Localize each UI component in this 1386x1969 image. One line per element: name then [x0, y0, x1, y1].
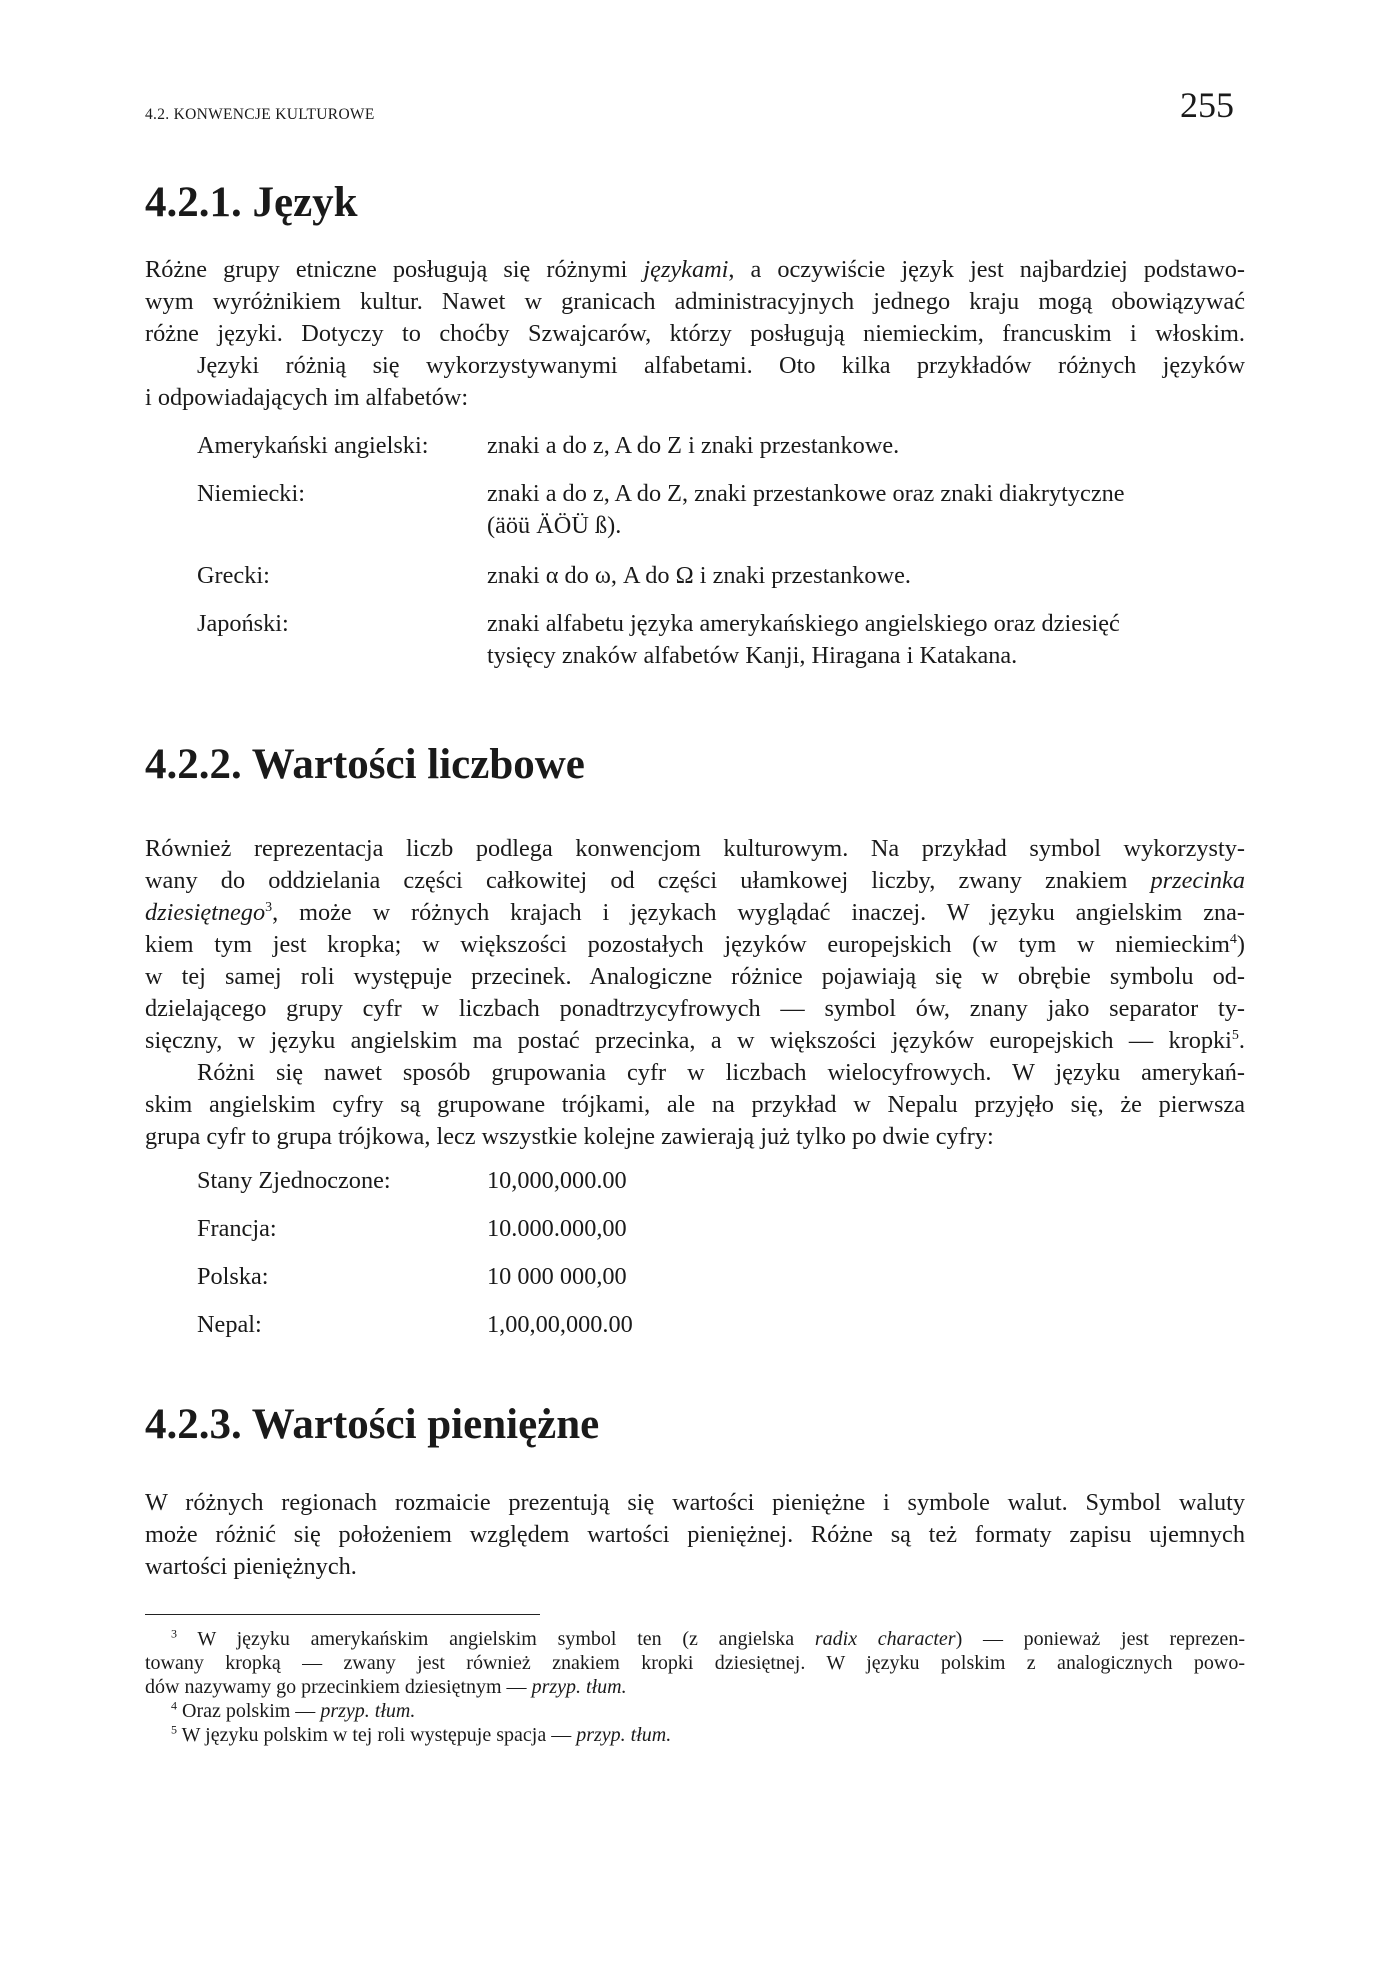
text-line: Różni się nawet sposób grupowania cyfr w liczbach wielocyfrowych. W języku amerykań- — [197, 1059, 1245, 1086]
text-line: skim angielskim cyfry są grupowane trójkami, ale na przykład w Nepalu przyjęło się, że pierwsza — [145, 1091, 1245, 1118]
emphasis: przyp. tłum. — [531, 1676, 627, 1698]
country-name: Polska: — [197, 1263, 269, 1290]
section-heading-wartosci-pieniezne: 4.2.3. Wartości pieniężne — [145, 1401, 600, 1448]
text-line: dziesiętnego$^3$, może w różnych krajach i językach wyglądać inaczej. W języku angielskim zna- — [145, 899, 1245, 926]
alphabet-description: znaki alfabetu języka amerykańskiego angielskiego oraz dziesięć tysięcy znaków alfabetów Kanji, Hiragana i Katakana. — [487, 610, 1120, 669]
footnote-4 — [145, 1699, 1245, 1723]
footnote-number: 3 — [171, 1626, 177, 1641]
text-line: wym wyróżnikiem kultur. Nawet w granicach administracyjnych jednego kraju mogą obowiązywać — [145, 288, 1245, 315]
text-line: $^5$ W języku polskim w tej roli występuje spacja — przyp. tłum. — [171, 1722, 672, 1746]
paragraph-wartosci-liczbowe — [145, 833, 1245, 1153]
alphabet-description: znaki a do z, A do Z, znaki przestankowe oraz znaki diakrytyczne (äöü ÄÖÜ ß). — [487, 480, 1125, 539]
text-line: może różnić się położeniem względem wartości pieniężnej. Różne są też formaty zapisu ujemnych — [145, 1521, 1245, 1548]
emphasis: przyp. tłum. — [576, 1724, 672, 1746]
emphasis: dziesiętnego — [145, 899, 266, 926]
page-number: 255 — [1180, 85, 1234, 125]
footnote-divider — [145, 1614, 540, 1615]
text-line: $^4$ Oraz polskim — przyp. tłum. — [171, 1698, 416, 1722]
paragraph-wartosci-pieniezne — [145, 1487, 1245, 1583]
country-name: Stany Zjednoczone: — [197, 1167, 391, 1194]
text-line: grupa cyfr to grupa trójkowa, lecz wszystkie kolejne zawierają już tylko po dwie cyfry: — [145, 1123, 994, 1150]
language-name: Japoński: — [197, 610, 289, 637]
paragraph-jezyk — [145, 254, 1245, 414]
text-line: sięczny, w języku angielskim ma postać przecinka, a w większości języków europejskich — kropki$^5$. — [145, 1027, 1245, 1054]
footnote-number: 4 — [171, 1698, 177, 1713]
footnote-5 — [145, 1723, 1245, 1747]
alphabet-description: znaki a do z, A do Z i znaki przestankowe. — [487, 432, 900, 459]
text-line: Języki różnią się wykorzystywanymi alfabetami. Oto kilka przykładów różnych języków — [197, 352, 1245, 379]
section-heading-wartosci-liczbowe: 4.2.2. Wartości liczbowe — [145, 741, 585, 788]
emphasis: radix character — [814, 1628, 956, 1650]
footnote-ref: 3 — [265, 899, 273, 915]
language-name: Grecki: — [197, 562, 270, 589]
running-head: 4.2. KONWENCJE KULTUROWE — [145, 106, 375, 123]
alphabet-description: znaki α do ω, A do Ω i znaki przestankowe. — [487, 562, 911, 589]
text-line: Również reprezentacja liczb podlega konwencjom kulturowym. Na przykład symbol wykorzysty- — [145, 835, 1245, 862]
text-line: dzielającego grupy cyfr w liczbach ponadtrzycyfrowych — symbol ów, znany jako separator ty- — [145, 995, 1245, 1022]
footnote-number: 5 — [171, 1722, 177, 1737]
country-name: Francja: — [197, 1215, 277, 1242]
footnotes — [145, 1627, 1245, 1747]
footnote-ref: 4 — [1229, 931, 1237, 947]
footnote-ref: 5 — [1231, 1027, 1239, 1043]
text-line: różne języki. Dotyczy to choćby Szwajcarów, którzy posługują niemieckim, francuskim i włoskim. — [145, 320, 1245, 347]
text-line: kiem tym jest kropka; w większości pozostałych języków europejskich (w tym w niemieckim$^4$) — [145, 931, 1245, 958]
text-line: towany kropką — zwany jest również znakiem kropki dziesiętnej. W języku polskim z analogicznych powo- — [145, 1652, 1245, 1674]
footnote-3 — [145, 1627, 1245, 1699]
emphasis: językami — [643, 256, 729, 283]
text-line: i odpowiadających im alfabetów: — [145, 384, 469, 411]
language-name: Amerykański angielski: — [197, 432, 429, 459]
section-heading-jezyk: 4.2.1. Język — [145, 179, 358, 226]
language-name: Niemiecki: — [197, 480, 305, 507]
number-example: 10 000 000,00 — [487, 1263, 627, 1290]
country-name: Nepal: — [197, 1311, 262, 1338]
text-line: w tej samej roli występuje przecinek. Analogiczne różnice pojawiają się w obrębie symbolu od- — [145, 963, 1245, 990]
text-line: Różne grupy etniczne posługują się różnymi językami, a oczywiście język jest najbardziej podstawo- — [145, 256, 1245, 283]
number-example: 10.000.000,00 — [487, 1215, 627, 1242]
number-example: 10,000,000.00 — [487, 1167, 627, 1194]
emphasis: przyp. tłum. — [320, 1700, 416, 1722]
text-line: dów nazywamy go przecinkiem dziesiętnym — przyp. tłum. — [145, 1676, 627, 1698]
emphasis: przecinka — [1150, 867, 1245, 894]
text-line: $^3$ W języku amerykańskim angielskim symbol ten (z angielska radix character) — ponieważ jest reprezen- — [171, 1626, 1245, 1650]
text-line: wany do oddzielania części całkowitej od części ułamkowej liczby, zwany znakiem przecinka — [145, 867, 1245, 894]
number-example: 1,00,00,000.00 — [487, 1311, 633, 1338]
text-line: wartości pieniężnych. — [145, 1553, 357, 1580]
text-line: W różnych regionach rozmaicie prezentują się wartości pieniężne i symbole walut. Symbol waluty — [145, 1489, 1245, 1516]
